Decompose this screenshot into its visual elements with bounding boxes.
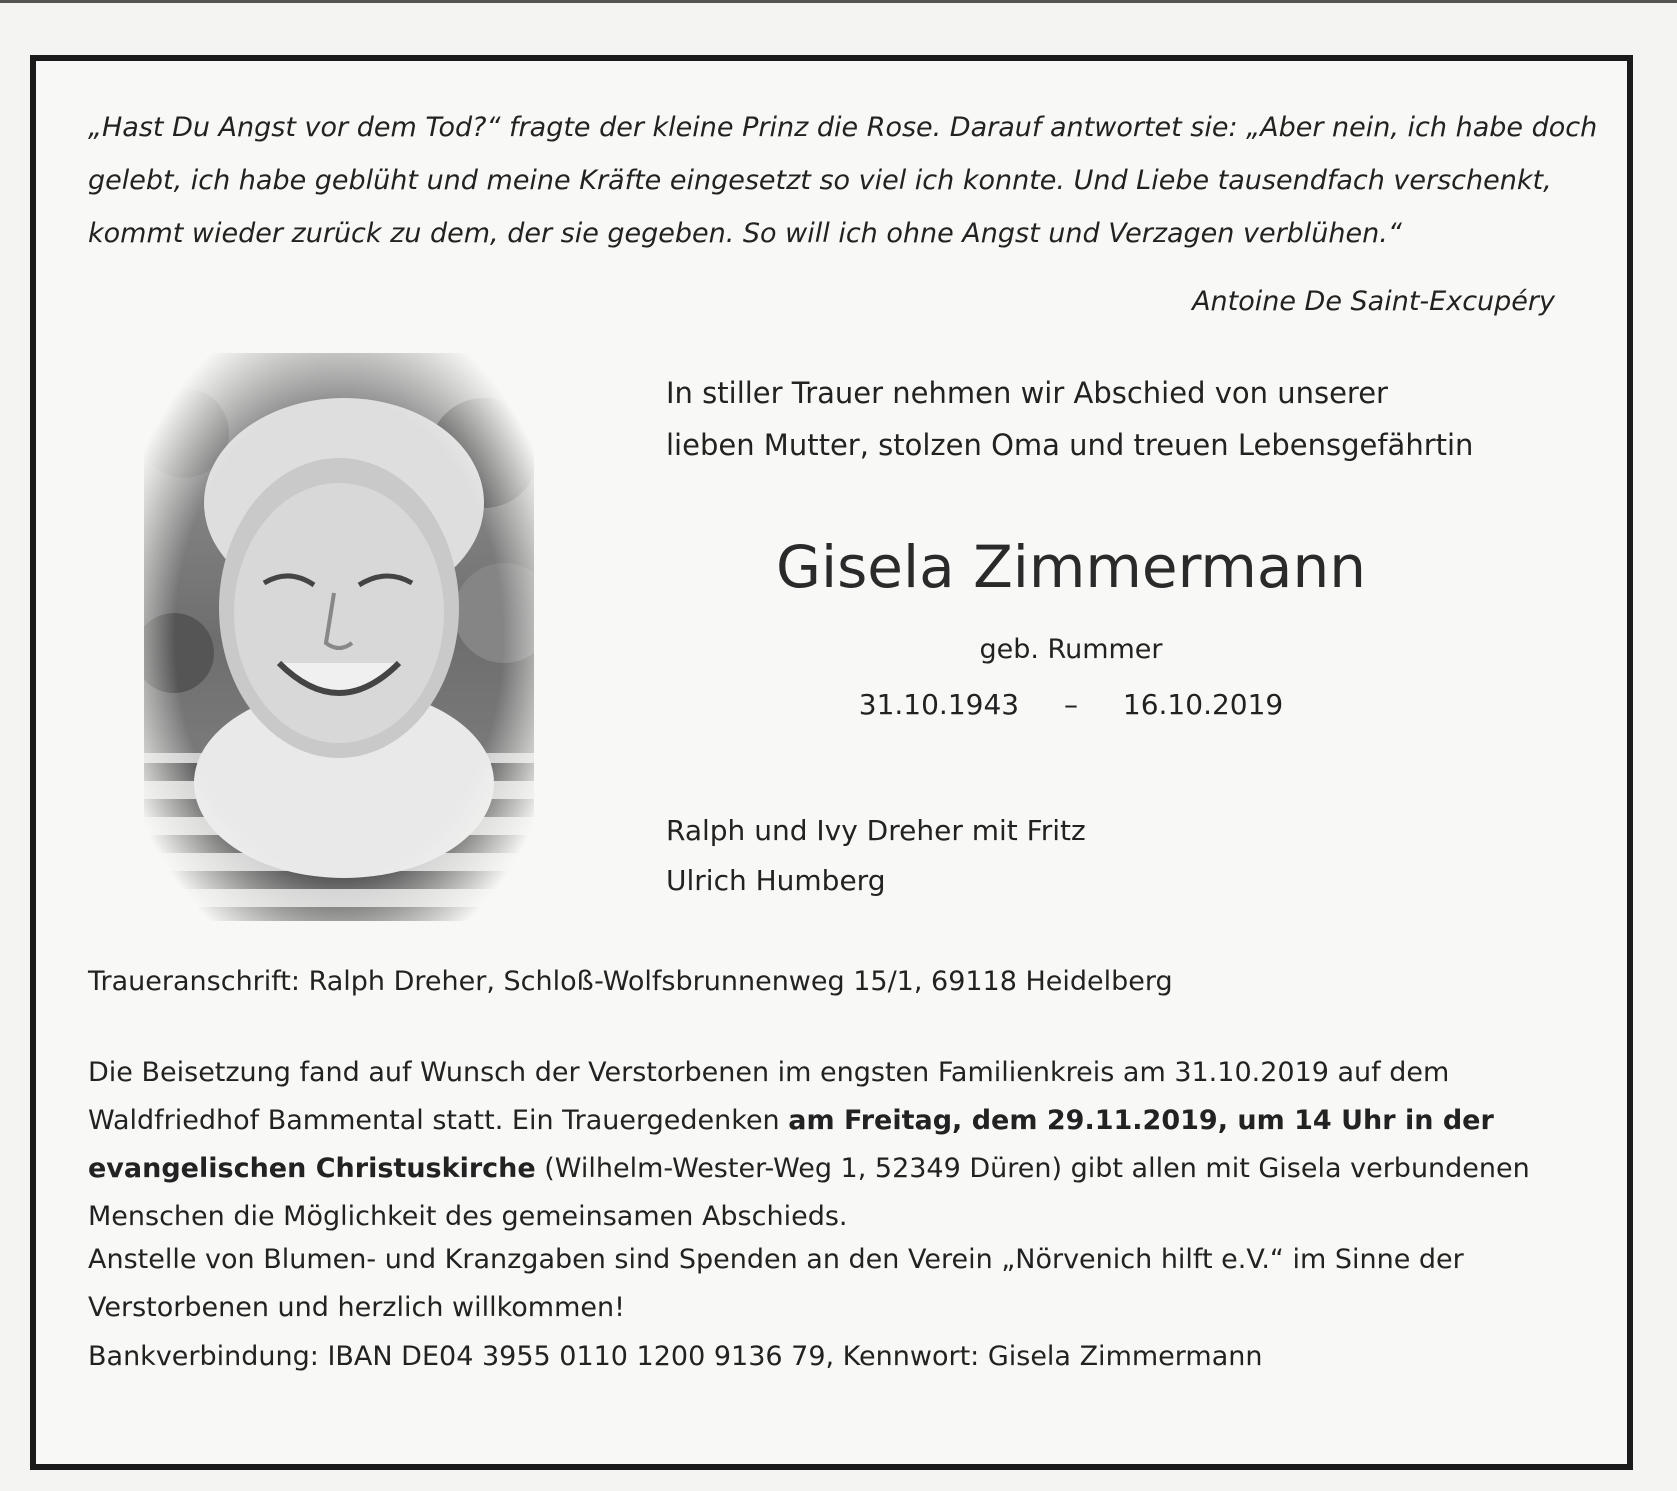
memorial-details: am Freitag, dem 29.11.2019, um 14 Uhr in der evangelischen Christuskirche: [88, 1105, 1494, 1184]
condolence-address: Traueranschrift: Ralph Dreher, Schloß-Wolfsbrunnenweg 15/1, 69118 Heidelberg: [88, 966, 1173, 997]
burial-text-2: (Wilhelm-Wester-Weg 1, 52349 Düren) gibt allen mit Gisela verbundenen Menschen die Möglichkeit des gemeinsamen Abschieds.: [88, 1153, 1530, 1232]
obituary-frame: [30, 55, 1633, 1470]
portrait-photo: [144, 353, 534, 921]
bank-details: Bankverbindung: IBAN DE04 3955 0110 1200 9136 79, Kennwort: Gisela Zimmermann: [88, 1341, 1263, 1372]
birth-date: 31.10.1943: [858, 688, 1020, 721]
birth-name: geb. Rummer: [979, 634, 1163, 665]
announcement-line-2: lieben Mutter, stolzen Oma und treuen Lebensgefährtin: [666, 428, 1474, 462]
burial-text-1: Die Beisetzung fand auf Wunsch der Verstorbenen im engsten Familienkreis am 31.10.2019 auf dem Waldfriedhof Bammental statt. Ein Trauergedenken: [88, 1057, 1450, 1136]
burial-paragraph: [88, 1049, 1628, 1241]
announcement-line-1: In stiller Trauer nehmen wir Abschied von unserer: [666, 376, 1388, 410]
life-dates: [666, 688, 1476, 721]
top-rule: [0, 0, 1677, 3]
quote-author: Antoine De Saint-Excupéry: [1192, 286, 1555, 317]
announcement: [666, 367, 1566, 471]
deceased-name: Gisela Zimmermann: [776, 533, 1366, 601]
death-date: 16.10.2019: [1122, 688, 1284, 721]
date-dash: –: [1064, 688, 1078, 721]
mourner-line: Ralph und Ivy Dreher mit Fritz: [666, 814, 1086, 847]
quote-text: „Hast Du Angst vor dem Tod?“ fragte der kleine Prinz die Rose. Darauf antwortet sie: „Aber nein, ich habe doch gelebt, ich habe geblüht und meine Kräfte eingesetzt so viel ich konnte. Und Liebe tausendfach verschenkt, kommt wieder zurück zu dem, der sie gegeben. So will ich ohne Angst und Verzagen verblühen.“: [88, 112, 1598, 249]
mourner-line: Ulrich Humberg: [666, 864, 886, 897]
donation-paragraph: Anstelle von Blumen- und Kranzgaben sind Spenden an den Verein „Nörvenich hilft e.V.“ im Sinne der Verstorbenen und herzlich willkommen!: [88, 1244, 1464, 1323]
mourners-list: [666, 806, 1086, 906]
